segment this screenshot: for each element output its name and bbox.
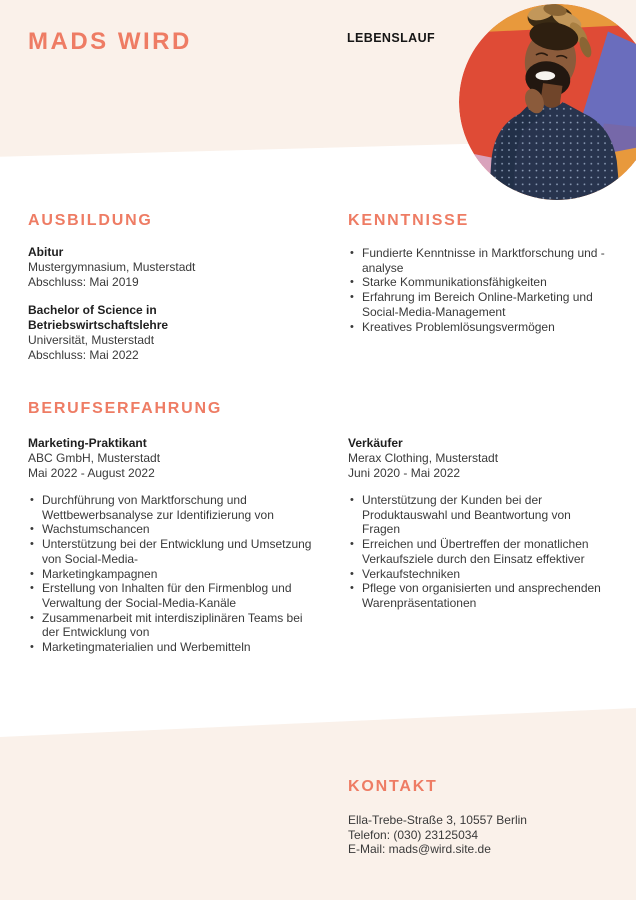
section-kontakt bbox=[348, 777, 612, 857]
section-title-kontakt: KONTAKT bbox=[348, 778, 438, 795]
job-duty: • Verkaufstechniken bbox=[348, 567, 612, 582]
job-entry bbox=[348, 436, 612, 611]
job-duty: • Marketingkampagnen bbox=[28, 567, 314, 582]
job-duties-list bbox=[28, 493, 314, 655]
job-duty: • Erstellung von Inhalten für den Firmenblog und Verwaltung der Social-Media-Kanäle bbox=[28, 581, 314, 610]
skill-item: • Starke Kommunikationsfähigkeiten bbox=[348, 275, 612, 290]
section-kenntnisse bbox=[348, 211, 612, 334]
skill-item: • Kreatives Problemlösungsvermögen bbox=[348, 320, 612, 335]
section-berufserfahrung bbox=[28, 399, 612, 655]
job-duty: • Wachstumschancen bbox=[28, 522, 314, 537]
education-entry bbox=[28, 303, 328, 363]
contact-info bbox=[348, 813, 612, 857]
section-title-berufserfahrung: BERUFSERFAHRUNG bbox=[28, 400, 223, 417]
job-duty: • Erreichen und Übertreffen der monatlichen Verkaufsziele durch den Einsatz effektiver bbox=[348, 537, 612, 566]
profile-photo bbox=[459, 4, 636, 200]
job-company: ABC GmbH, Musterstadt bbox=[28, 451, 161, 465]
school-line: Universität, Musterstadt bbox=[28, 333, 155, 347]
job-entry bbox=[28, 436, 314, 655]
job-company: Merax Clothing, Musterstadt bbox=[348, 451, 499, 465]
job-period: Juni 2020 - Mai 2022 bbox=[348, 466, 461, 480]
job-duty: • Unterstützung bei der Entwicklung und Umsetzung von Social-Media- bbox=[28, 537, 314, 566]
job-duty: • Unterstützung der Kunden bei der Produktauswahl und Beantwortung von Fragen bbox=[348, 493, 612, 537]
job-duty: • Zusammenarbeit mit interdisziplinären Teams bei der Entwicklung von bbox=[28, 611, 314, 640]
section-title-ausbildung: AUSBILDUNG bbox=[28, 212, 153, 229]
contact-phone: Telefon: (030) 23125034 bbox=[348, 827, 479, 842]
school-line: Mustergymnasium, Musterstadt bbox=[28, 260, 196, 274]
contact-address: Ella-Trebe-Straße 3, 10557 Berlin bbox=[348, 813, 527, 827]
job-duties-list bbox=[348, 493, 612, 611]
contact-email: E-Mail: mads@wird.site.de bbox=[348, 842, 491, 857]
job-duty: • Pflege von organisierten und ansprechenden Warenpräsentationen bbox=[348, 581, 612, 610]
job-role: Verkäufer bbox=[348, 436, 403, 450]
job-duty: • Durchführung von Marktforschung und Wettbewerbsanalyse zur Identifizierung von bbox=[28, 493, 314, 522]
job-period: Mai 2022 - August 2022 bbox=[28, 466, 155, 480]
profile-photo-illustration bbox=[459, 4, 636, 200]
education-entry bbox=[28, 245, 328, 290]
section-ausbildung bbox=[28, 211, 328, 363]
graduation-line: Abschluss: Mai 2019 bbox=[28, 275, 139, 289]
job-duty: • Marketingmaterialien und Werbemitteln bbox=[28, 640, 314, 655]
graduation-line: Abschluss: Mai 2022 bbox=[28, 348, 139, 362]
skill-item: • Fundierte Kenntnisse in Marktforschung und -analyse bbox=[348, 246, 612, 275]
candidate-name: MADS WIRD bbox=[28, 28, 192, 55]
skills-list bbox=[348, 246, 612, 334]
document-type-label: LEBENSLAUF bbox=[347, 31, 436, 45]
degree-title: Bachelor of Science in Betriebswirtschaftslehre bbox=[28, 303, 169, 332]
job-role: Marketing-Praktikant bbox=[28, 436, 147, 450]
degree-title: Abitur bbox=[28, 245, 64, 259]
skill-item: • Erfahrung im Bereich Online-Marketing und Social-Media-Management bbox=[348, 290, 612, 319]
section-title-kenntnisse: KENNTNISSE bbox=[348, 212, 470, 229]
